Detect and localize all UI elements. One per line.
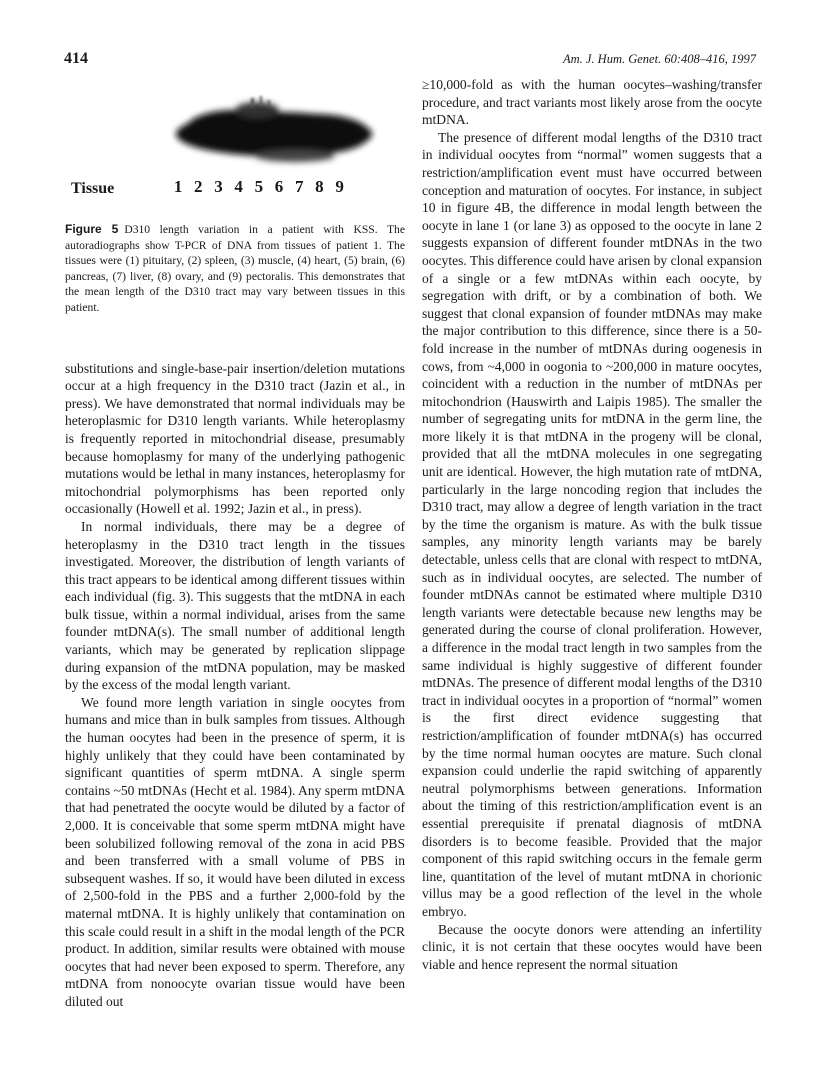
lane-label-1: 1 — [173, 177, 183, 196]
tissue-label: Tissue — [71, 180, 115, 197]
lane-label-9: 9 — [335, 177, 344, 196]
running-head: Am. J. Hum. Genet. 60:408–416, 1997 — [562, 52, 756, 66]
lane-label-4: 4 — [234, 177, 243, 196]
lane-label-5: 5 — [254, 177, 264, 196]
lane-label-6: 6 — [274, 177, 284, 196]
lane-label-8: 8 — [315, 177, 324, 196]
left-paragraph-2: In normal individuals, there may be a degree of heteroplasmy in the D310 tract length in the tissues investigated. Moreover, the distribution of length variants of this tract appears to be identical among different tissues within each individual (fig. 3). This suggests that the mtDNA in each bulk tissue, within a normal individual, arises from the same founder mtDNA(s). The small number of additional length variants, which may be generated by replication slippage during expansion of the mtDNA population, may be masked by the excess of the modal length variant. — [65, 518, 405, 693]
left-column — [65, 76, 405, 1011]
autoradiograph-image — [165, 94, 383, 170]
lane-label-7: 7 — [294, 177, 304, 196]
right-paragraph-2: The presence of different modal lengths of the D310 tract in individual oocytes from “normal” women suggests that a restriction/amplification event must have occurred between conception and maturation of oocytes. For instance, in subject 10 in figure 4B, the difference in modal length between the oocyte in lane 1 (or lane 3) as opposed to the oocyte in lane 2 suggests expansion of different founder mtDNAs in the two oocytes. This difference could have arisen by clonal expansion of a single or a few mtDNAs within each oocyte, by segregation with drift, or by a combination of both. We suggest that clonal expansion of founder mtDNAs may make the major contribution to this difference, since there is a 50-fold increase in the number of mtDNAs during oogenesis in cows, from ~4,000 in oogonia to ~200,000 in mature oocytes, coincident with a reduction in the number of mtDNAs per mitochondrion (Hauswirth and Laipis 1985). The smaller the number of segregating units for mtDNA in the germ line, the more likely it is that mtDNA in the progeny will be clonal, provided that all the mtDNA molecules in one segregating unit are identical. However, the high mutation rate of mtDNA, particularly in the large noncoding region that includes the D310 tract, may allow a degree of length variation in the tract by the time the organism is mature. As with the bulk tissue samples, any minority length variants may be barely detectable, unless cells that are clonal with respect to mtDNA, such as in individual oocytes, are selected. The number of founder mtDNAs cannot be estimated where multiple D310 length variants were detectable because new lengths may be generated during the course of clonal proliferation. However, a difference in the modal tract length in two samples from the same individual is highly suggestive of different founder mtDNAs. The presence of different modal lengths of the D310 tract in individual oocytes in a proportion of “normal” women is the first direct evidence suggesting that restriction/amplification of founder mtDNA(s) has occurred by the time normal human oocytes are mature. Such clonal expansion could underlie the rapid switching of apparently neutral polymorphisms between generations. Information about the timing of this restriction/amplification event is an essential prerequisite if prenatal diagnosis of mtDNA disorders is to become feasible. Provided that the major component of this rapid switching occurs in the female germ line, quantitation of the level of mutant mtDNA in chorionic villus may be a good reflection of the level in the whole embryo. — [422, 129, 762, 919]
figure-caption-text: D310 length variation in a patient with KSS. The autoradiographs show T-PCR of DNA from tissues of patient 1. The tissues were (1) pituitary, (2) spleen, (3) muscle, (4) heart, (5) brain, (6) pancreas, (7) liver, (8) ovary, and (9) pectoralis. This demonstrates that the mean length of the D310 tract may vary between tissues in this patient. — [65, 223, 405, 314]
right-column — [422, 76, 762, 973]
left-paragraph-3: We found more length variation in single oocytes from humans and mice than in bulk samples from tissues. Although the human oocytes had been in the presence of sperm, it is highly unlikely that they could have been contaminated by significant quantities of sperm mtDNA. A single sperm contains ~50 mtDNAs (Hecht et al. 1984). Any sperm mtDNA that had penetrated the oocyte would be diluted by a factor of 2,000. It is conceivable that some sperm mtDNA might have been solubilized following removal of the zona in acid PBS and been transferred with a small volume of PBS in subsequent washes. If so, it would have been diluted in excess of 2,500-fold in the PBS and a further 2,000-fold by the maternal mtDNA. It is highly unlikely that contamination on this scale could result in a shift in the modal length of the PCR product. In addition, similar results were obtained with mouse oocytes that had never been exposed to sperm. Therefore, any mtDNA from nonoocyte ovarian tissue would have been diluted out — [65, 694, 405, 1009]
page-number: 414 — [64, 50, 88, 67]
right-paragraph-3: Because the oocyte donors were attending an infertility clinic, it is not certain that these oocytes would have been viable and hence represent the normal situation — [422, 921, 762, 972]
figure-caption-label: Figure 5 — [65, 222, 119, 236]
right-paragraph-1: ≥10,000-fold as with the human oocytes–washing/transfer procedure, and tract variants most likely arose from the oocyte mtDNA. — [422, 77, 762, 128]
lane-labels — [168, 178, 350, 196]
left-paragraph-1: substitutions and single-base-pair insertion/deletion mutations occur at a high frequency in the D310 tract (Jazin et al., in press). We have demonstrated that normal individuals may be heteroplasmic for D310 length variants. While heteroplasmy is frequently reported in mitochondrial disease, presumably because homoplasmy for many of the underlying pathogenic mutations would be lethal in many instances, heteroplasmy for mitochondrial polymorphisms has been reported only occasionally (Howell et al. 1992; Jazin et al., in press). — [65, 360, 405, 517]
figure-5 — [65, 76, 405, 208]
lane-label-2: 2 — [194, 177, 203, 196]
lane-label-3: 3 — [214, 177, 223, 196]
figure-caption — [65, 222, 405, 316]
